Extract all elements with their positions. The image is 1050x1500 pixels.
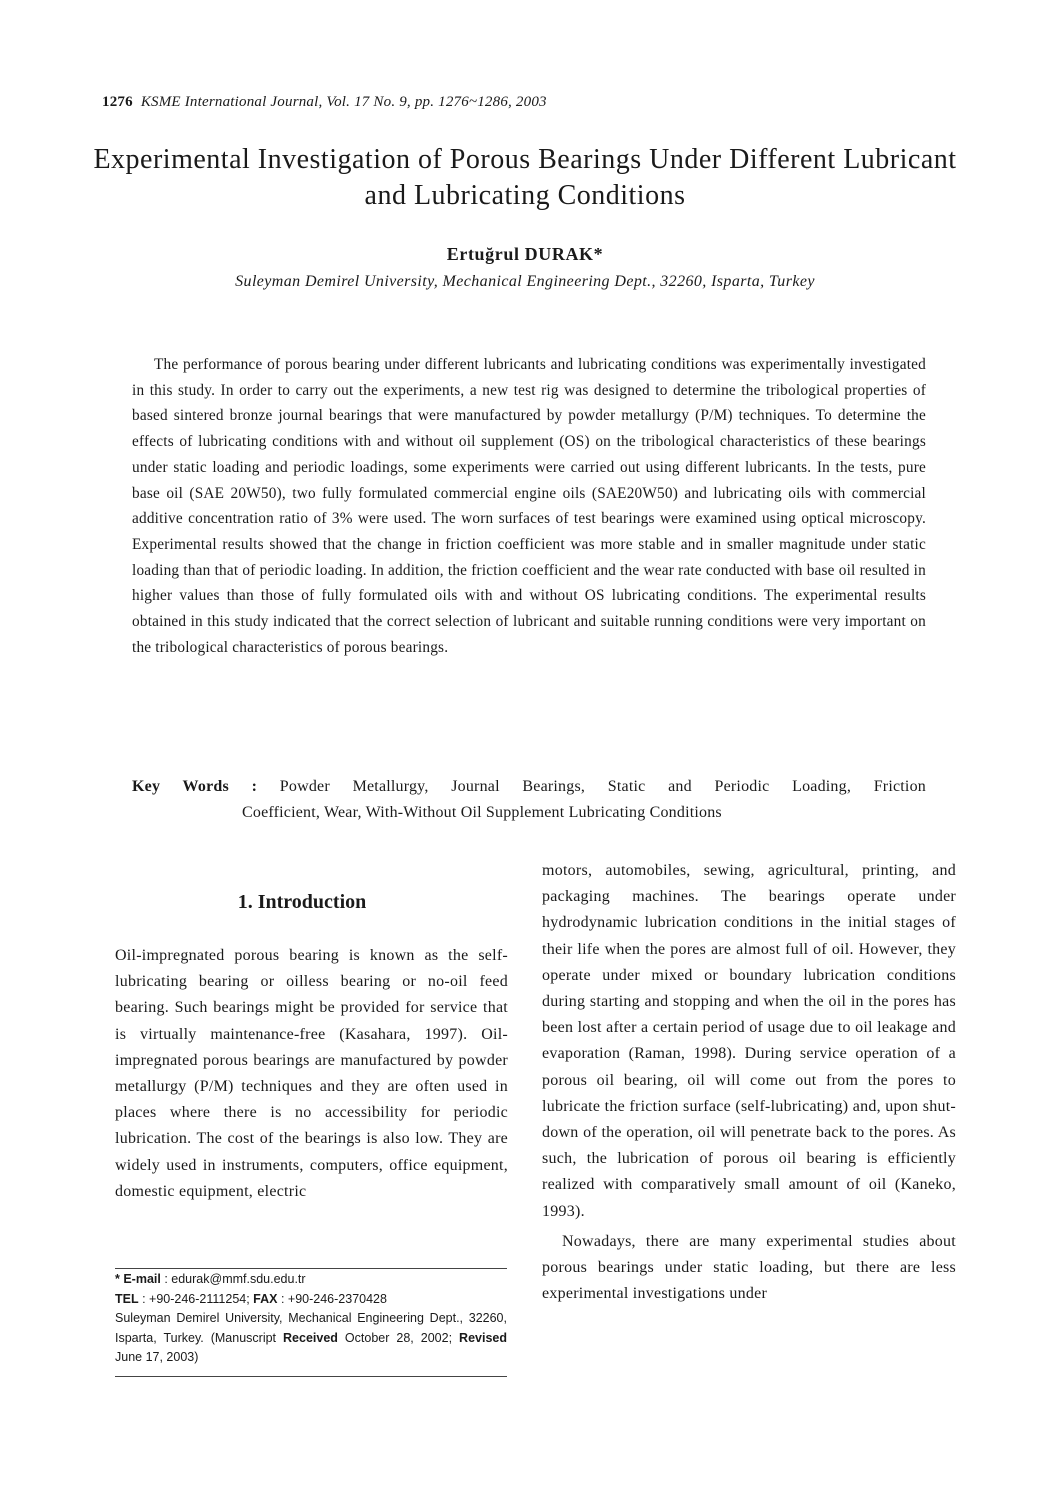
- footnote-address-line: [115, 1309, 507, 1368]
- running-head: [102, 94, 547, 111]
- footnote-received-date: October 28, 2002;: [337, 1330, 460, 1345]
- journal-citation: KSME International Journal, Vol. 17 No. 9, pp. 1276~1286, 2003: [140, 94, 547, 110]
- keywords: [132, 774, 926, 826]
- author-footnote: [115, 1270, 507, 1368]
- page-number: 1276: [102, 94, 133, 110]
- footnote-revised-label: Revised: [459, 1330, 507, 1345]
- author-affiliation: Suleyman Demirel University, Mechanical Engineering Dept., 32260, Isparta, Turkey: [235, 273, 815, 290]
- author-name: Ertuğrul DURAK*: [446, 244, 604, 264]
- paper-title: Experimental Investigation of Porous Bearings Under Different Lubricant and Lubricating Conditions: [93, 144, 957, 211]
- intro-paragraph-1-continued: motors, automobiles, sewing, agricultural, printing, and packaging machines. The bearings operate under hydrodynamic lubrication conditions in the initial stages of their life when the pores are almost full of oil. However, they operate under mixed or boundary lubrication conditions during starting and stopping and when the oil in the pores has been lost after a certain period of usage due to oil leakage and evaporation (Raman, 1998). During service operation of a porous oil bearing, oil will come out from the pores to lubricate the friction surface (self-lubricating) and, upon shut-down of the operation, oil will penetrate back to the pores. As such, the lubrication of porous oil bearing is efficiently realized with comparatively small amount of oil (Kaneko, 1993).: [542, 862, 956, 1220]
- footnote-fax-label: FAX: [253, 1291, 278, 1306]
- footnote-email-label: * E-mail: [115, 1272, 161, 1286]
- footnote-email[interactable]: : edurak@mmf.sdu.edu.tr: [160, 1272, 306, 1286]
- footnote-fax: : +90-246-2370428: [277, 1291, 387, 1306]
- footnote-revised-date: June 17, 2003): [115, 1350, 199, 1364]
- right-column: [542, 858, 956, 1307]
- keywords-line-2: Coefficient, Wear, With-Without Oil Supplement Lubricating Conditions: [242, 804, 722, 821]
- footnote-tel-label: TEL: [115, 1291, 139, 1306]
- footnote-received-label: Received: [283, 1330, 338, 1345]
- footnote-email-line: [115, 1270, 507, 1290]
- left-column: [115, 943, 508, 1205]
- footnote-address: Suleyman Demirel University, Mechanical Engineering Dept., 32260, Isparta, Turkey. (Manuscript: [115, 1311, 507, 1345]
- footnote-tel: : +90-246-2111254;: [138, 1291, 254, 1306]
- keywords-text-1: Powder Metallurgy, Journal Bearings, Static and Periodic Loading, Friction: [279, 778, 926, 795]
- section-heading-introduction: 1. Introduction: [237, 891, 367, 913]
- footnote-divider-bottom: [115, 1376, 507, 1377]
- abstract: The performance of porous bearing under different lubricants and lubricating conditions was experimentally investigated in this study. In order to carry out the experiments, a new test rig was designed to determine the tribological properties of based sintered bronze journal bearings that were manufactured by powder metallurgy (P/M) techniques. To determine the effects of lubricating conditions with and without oil supplement (OS) on the tribological characteristics of these bearings under static loading and periodic loadings, some experiments were carried out using different lubricants. In the tests, pure base oil (SAE 20W50), two fully formulated commercial engine oils (SAE20W50) and lubricating oils with commercial additive concentration ratio of 3% were used. The worn surfaces of test bearings were examined using optical microscopy. Experimental results showed that the change in friction coefficient was more stable and in smaller magnitude under static loading than that of periodic loading. In addition, the friction coefficient and the wear rate conducted with base oil resulted in higher values than those of fully formulated oils with and without OS lubricating conditions. The experimental results obtained in this study indicated that the correct selection of lubricant and suitable running conditions were very important on the tribological characteristics of porous bearings.: [132, 356, 926, 656]
- intro-paragraph-1: Oil-impregnated porous bearing is known as the self-lubricating bearing or oilless bearing or no-oil feed bearing. Such bearings might be provided for service that is virtually maintenance-free (Kasahara, 1997). Oil-impregnated porous bearings are manufactured by powder metallurgy (P/M) techniques and they are often used in places where there is no accessibility for periodic lubrication. The cost of the bearings is also low. They are widely used in instruments, computers, office equipment, domestic equipment, electric: [115, 947, 508, 1200]
- keywords-label: Key Words :: [132, 778, 280, 795]
- keywords-line-1: [132, 774, 926, 800]
- footnote-phone-line: [115, 1290, 507, 1310]
- intro-paragraph-2: Nowadays, there are many experimental studies about porous bearings under static loading, but there are less experimental investigations under: [542, 1232, 956, 1303]
- footnote-divider-top: [115, 1268, 507, 1269]
